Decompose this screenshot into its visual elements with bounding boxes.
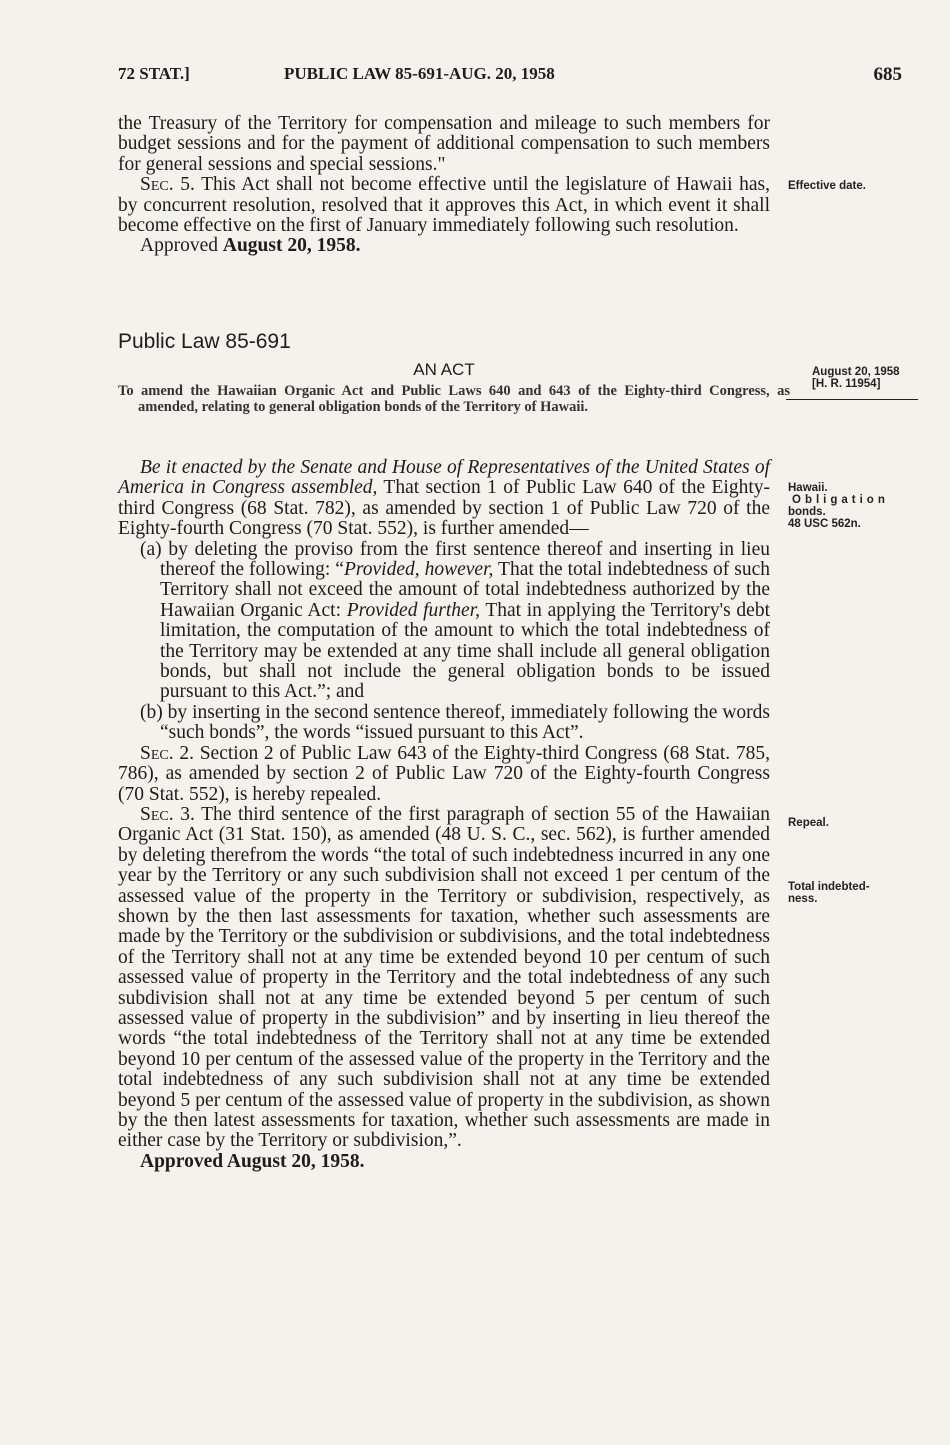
sidenote-total-indebtedness-line-1: Total indebted-: [788, 881, 870, 893]
approved-date-1: August 20, 1958.: [222, 235, 361, 257]
item-a-part-3: That in applying the Territory's debt limitation, the computation of the amount to which the total indebtedness of the Territory may be extended at any time shall include all general obligation bonds, but shall not include the general obligation bonds to be issued pursuant to this Act.”; and: [160, 599, 770, 703]
enacting-clause: Be it enacted by the Senate and House of Representatives of the United States of America in Congress assembled,: [118, 457, 770, 499]
sidenote-hawaii: [788, 482, 889, 530]
approved-prefix-1: Approved: [140, 235, 223, 257]
item-b: (b) by inserting in the second sentence thereof, immediately following the words “such bonds”, the words “issued pursuant to this Act”.: [140, 701, 770, 744]
provided-further: Provided further,: [346, 599, 480, 621]
act-body: [118, 458, 770, 1172]
act-purpose: To amend the Hawaiian Organic Act and Public Laws 640 and 643 of the Eighty-third Congress, as amended, relating to general obligation bonds of the Territory of Hawaii.: [118, 383, 790, 415]
section-1-text: That section 1 of Public Law 640 of the Eighty-third Congress (68 Stat. 782), as amended by section 1 of Public Law 720 of the Eighty-fourth Congress (70 Stat. 552), is further amended—: [118, 477, 770, 540]
section-3-paragraph: [118, 805, 770, 1152]
sidenote-usc-citation: 48 USC 562n.: [788, 518, 861, 530]
sidenote-effective-date: Effective date.: [788, 180, 866, 192]
public-law-title: Public Law 85-691: [118, 330, 291, 353]
approved-line-2: Approved August 20, 1958.: [140, 1150, 365, 1172]
section-2-label: Sec. 2.: [140, 742, 194, 764]
sidenote-total-indebtedness-line-2: ness.: [788, 893, 818, 905]
approved-line-1: [118, 236, 770, 256]
header-stat-volume: 72 STAT.]: [118, 64, 190, 83]
section-3-text: The third sentence of the first paragraph of section 55 of the Hawaiian Organic Act (31 Stat. 150), as amended (48 U. S. C., sec. 562), is further amended by deleting therefrom the words “the total of such indebtedness incurred in any one year by the Territory or any such subdivision shall not exceed 1 per centum of the assessed value of the property in the Territory or subdivision, respectively, as shown by the then last assessments for taxation, whether such assessments are made by the Territory or the subdivision or subdivisions, and the total indebtedness of the Territory shall not at any time be extended beyond 10 per centum of such assessed value of property in the Territory and the total indebtedness of any such subdivision shall not at any time be extended beyond 5 per centum of such assessed value of property in the subdivision” and by inserting in lieu thereof the words “the total indebtedness of the Territory shall not at any time be extended beyond 10 per centum of the assessed value of the property in the Territory and the total indebtedness of any such subdivision shall not at any time be extended beyond 5 per centum of the assessed value of property in the subdivision, as shown by the then latest assessments for taxation, whether such assessments are made in either case by the Territory or subdivision,”.: [118, 803, 770, 1152]
sidenote-divider: [786, 399, 918, 400]
item-a: [118, 540, 770, 703]
sidenote-date-line-1: August 20, 1958: [812, 366, 900, 378]
sidenote-obligation: Obligation: [792, 494, 889, 506]
section-3-label: Sec. 3.: [140, 803, 195, 825]
item-a-part-2: That the total indebtedness of such Territory shall not exceed the amount of total indebtedness authorized by the Hawaiian Organic Act:: [160, 559, 771, 621]
item-a-part-1: (a) by deleting the proviso from the first sentence thereof and inserting in lieu thereof the following: “: [140, 538, 770, 581]
sidenote-total-indebtedness: [788, 881, 870, 905]
continuation-paragraph: the Treasury of the Territory for compensation and mileage to such members for budget sessions and for the payment of additional compensation to such members for general sessions and special sessions.": [118, 113, 770, 175]
header-law-title: PUBLIC LAW 85-691-AUG. 20, 1958: [284, 64, 555, 83]
section-2-paragraph: [118, 744, 770, 805]
section-5-paragraph: [118, 175, 770, 236]
provided-however: Provided, however,: [343, 559, 494, 581]
continuation-block: [118, 114, 770, 257]
section-1-paragraph: [118, 458, 770, 540]
sidenote-bill-number: [H. R. 11954]: [812, 378, 881, 390]
running-header: [118, 64, 902, 88]
sidenote-hawaii-label: Hawaii.: [788, 482, 828, 494]
section-2-text: Section 2 of Public Law 643 of the Eighty-third Congress (68 Stat. 785, 786), as amended by section 2 of Public Law 720 of the Eighty-fourth Congress (70 Stat. 552), is hereby repealed.: [118, 742, 770, 805]
an-act-heading: AN ACT: [413, 360, 475, 379]
page-number: 685: [873, 64, 902, 85]
sidenote-repeal: Repeal.: [788, 817, 829, 829]
section-5-text: This Act shall not become effective until the legislature of Hawaii has, by concurrent resolution, resolved that it approves this Act, in which event it shall become effective on the first of January immediately following such resolution.: [118, 174, 770, 237]
sidenote-date: [812, 366, 900, 390]
sidenote-bonds: bonds.: [788, 506, 826, 518]
section-5-label: Sec. 5.: [140, 174, 195, 196]
